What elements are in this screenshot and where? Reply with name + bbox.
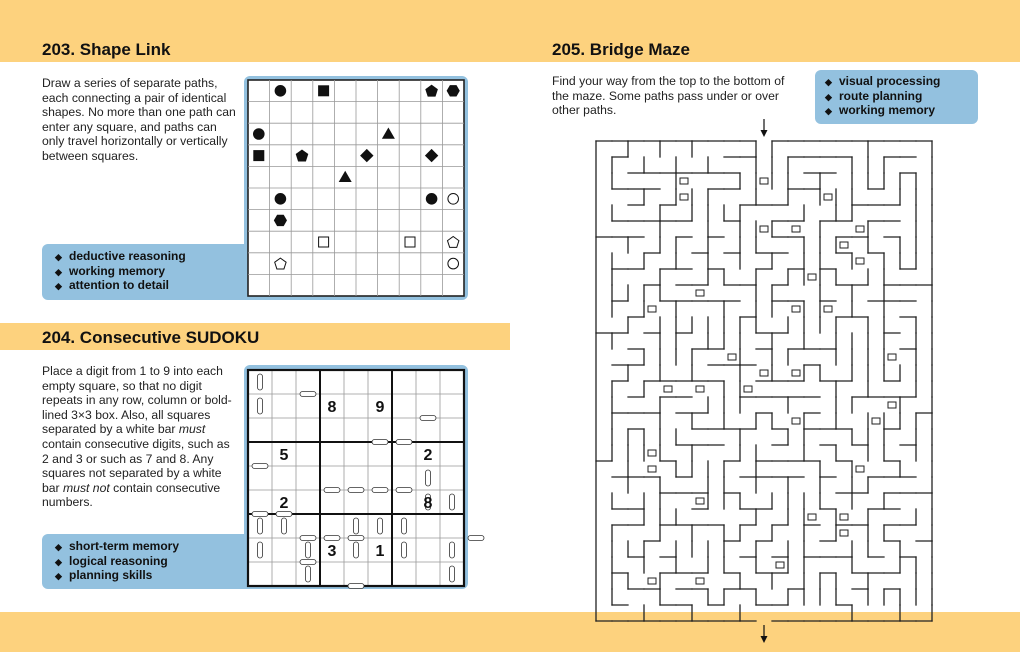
bridge-marker (696, 578, 704, 584)
consecutive-bar-horizontal (348, 584, 364, 589)
skill-label: working memory (69, 263, 166, 278)
consecutive-bar-horizontal (252, 512, 268, 517)
bridge-marker (680, 194, 688, 200)
circle-white-icon (448, 258, 459, 269)
consecutive-bar-vertical (450, 566, 455, 582)
bridge-marker (792, 370, 800, 376)
consecutive-bar-horizontal (348, 488, 364, 493)
bridge-marker (856, 226, 864, 232)
bridge-marker (664, 386, 672, 392)
diamond-bullet-icon: ◆ (55, 542, 62, 552)
bridge-marker (760, 178, 768, 184)
bridge-marker (696, 498, 704, 504)
bridge-marker (648, 466, 656, 472)
bridge-marker (808, 274, 816, 280)
consecutive-bar-horizontal (372, 440, 388, 445)
circle-black-icon (426, 194, 437, 205)
shape-link-grid[interactable] (248, 80, 464, 296)
diamond-bullet-icon: ◆ (825, 106, 832, 116)
bridge-marker (680, 178, 688, 184)
bridge-marker (792, 226, 800, 232)
bridge-marker (824, 306, 832, 312)
puzzle_204-skill-item (55, 554, 268, 569)
sudoku-given-digit: 8 (423, 495, 433, 512)
circle-black-icon (275, 194, 286, 205)
consecutive-bar-horizontal (372, 488, 388, 493)
diamond-bullet-icon: ◆ (55, 252, 62, 262)
consecutive-bar-horizontal (468, 536, 484, 541)
skill-label: logical reasoning (69, 553, 168, 568)
square-black-icon (254, 151, 264, 161)
skill-label: visual processing (839, 74, 941, 88)
bridge-marker (824, 194, 832, 200)
puzzle-205-skills-box (815, 70, 978, 124)
bridge-marker (760, 226, 768, 232)
diamond-bullet-icon: ◆ (55, 571, 62, 581)
sudoku-given-digit: 2 (279, 495, 289, 512)
bridge-marker (888, 354, 896, 360)
bridge-maze[interactable] (594, 117, 944, 609)
hexagon-black-icon (447, 86, 459, 96)
consecutive-bar-vertical (258, 374, 263, 390)
circle-white-icon (448, 194, 459, 205)
bridge-marker (648, 450, 656, 456)
maze-walls (596, 141, 932, 621)
puzzle-204-skills-box (42, 534, 268, 589)
consecutive-bar-horizontal (396, 488, 412, 493)
square-black-icon (319, 86, 329, 96)
consecutive-bar-vertical (402, 542, 407, 558)
sudoku-given-digit: 1 (375, 543, 385, 560)
puzzle-205-instructions: Find your way from the top to the bottom of the maze. Some paths pass under or over other paths. (552, 74, 785, 118)
circle-black-icon (275, 86, 286, 97)
puzzle_204-skill-item (55, 539, 268, 554)
bridge-marker (872, 418, 880, 424)
diamond-bullet-icon: ◆ (55, 281, 62, 291)
consecutive-bar-vertical (258, 542, 263, 558)
consecutive-bar-vertical (282, 518, 287, 534)
puzzle-205-title: 205. Bridge Maze (552, 40, 690, 59)
puzzle_203-skill-item (55, 278, 268, 293)
bridge-marker (648, 306, 656, 312)
bridge-marker (696, 290, 704, 296)
skill-label: attention to detail (69, 278, 169, 292)
consecutive-bar-vertical (354, 542, 359, 558)
consecutive-bar-horizontal (300, 536, 316, 541)
bridge-marker (792, 418, 800, 424)
consecutive-bar-vertical (258, 398, 263, 414)
sudoku-given-digit: 5 (279, 447, 289, 464)
skill-label: deductive reasoning (69, 249, 186, 263)
bridge-marker (840, 514, 848, 520)
bridge-marker (808, 514, 816, 520)
puzzle-204-instructions: Place a digit from 1 to 9 into each empty square, so that no digit repeats in any row, column or bold-lined 3×3 box. Also, all squares separated by a white bar must contain consecutive digits, such as 2 and 3 or such as 7 and 8. Any squares not separated by a white bar must not contain consecutive numbers. (42, 364, 232, 510)
consecutive-bar-horizontal (324, 536, 340, 541)
square-white-icon (319, 237, 329, 247)
consecutive-bar-vertical (402, 518, 407, 534)
consecutive-bar-vertical (378, 518, 383, 534)
puzzle_205-skill-item (825, 103, 978, 118)
bridge-marker (744, 386, 752, 392)
bridge-marker (856, 258, 864, 264)
consecutive-bar-vertical (306, 542, 311, 558)
diamond-bullet-icon: ◆ (825, 91, 832, 102)
square-white-icon (405, 237, 415, 247)
consecutive-bar-horizontal (420, 416, 436, 421)
consecutive-bar-vertical (306, 566, 311, 582)
bridge-marker (728, 354, 736, 360)
consecutive-bar-vertical (354, 518, 359, 534)
consecutive-bar-vertical (426, 470, 431, 486)
consecutive-bar-vertical (450, 494, 455, 510)
circle-black-icon (254, 129, 265, 140)
bridge-marker (696, 386, 704, 392)
consecutive-sudoku-grid[interactable] (248, 370, 464, 586)
diamond-bullet-icon: ◆ (825, 77, 832, 87)
skill-label: planning skills (69, 568, 153, 582)
bridge-marker (776, 562, 784, 568)
bridge-marker (792, 306, 800, 312)
puzzle_203-skill-item (55, 249, 268, 264)
puzzle-203-instructions: Draw a series of separate paths, each connecting a pair of identical shapes. No more than one path can enter any square, and paths can only travel horizontally or vertically between squares. (42, 76, 236, 163)
consecutive-bar-horizontal (396, 440, 412, 445)
consecutive-bar-horizontal (252, 464, 268, 469)
diamond-bullet-icon: ◆ (55, 556, 62, 567)
bottom-footer-band (0, 612, 1020, 652)
bridge-marker (840, 530, 848, 536)
diamond-bullet-icon: ◆ (55, 266, 62, 277)
hexagon-black-icon (274, 215, 286, 225)
consecutive-bar-horizontal (276, 512, 292, 517)
puzzle_205-skill-item (825, 74, 978, 89)
bridge-marker (648, 578, 656, 584)
bridge-marker (856, 466, 864, 472)
puzzle-203-title: 203. Shape Link (42, 40, 171, 59)
skill-label: working memory (839, 103, 936, 117)
sudoku-given-digit: 8 (327, 399, 337, 416)
bridge-marker (760, 370, 768, 376)
consecutive-bar-vertical (258, 518, 263, 534)
bridge-marker (888, 402, 896, 408)
sudoku-given-digit: 9 (375, 399, 385, 416)
sudoku-given-digit: 2 (423, 447, 433, 464)
puzzle-204-title: 204. Consecutive SUDOKU (42, 328, 260, 347)
consecutive-bar-horizontal (324, 488, 340, 493)
sudoku-given-digit: 3 (327, 543, 337, 560)
consecutive-bar-horizontal (300, 392, 316, 397)
down-arrow-icon (761, 130, 768, 137)
bridge-marker (840, 242, 848, 248)
puzzle_203-skill-item (55, 264, 268, 279)
puzzle_205-skill-item (825, 89, 978, 104)
consecutive-bar-horizontal (300, 560, 316, 565)
puzzle_204-skill-item (55, 568, 268, 583)
consecutive-bar-vertical (450, 542, 455, 558)
skill-label: short-term memory (69, 539, 180, 553)
puzzle-203-skills-box (42, 244, 268, 300)
skill-label: route planning (839, 88, 923, 103)
consecutive-bar-horizontal (348, 536, 364, 541)
